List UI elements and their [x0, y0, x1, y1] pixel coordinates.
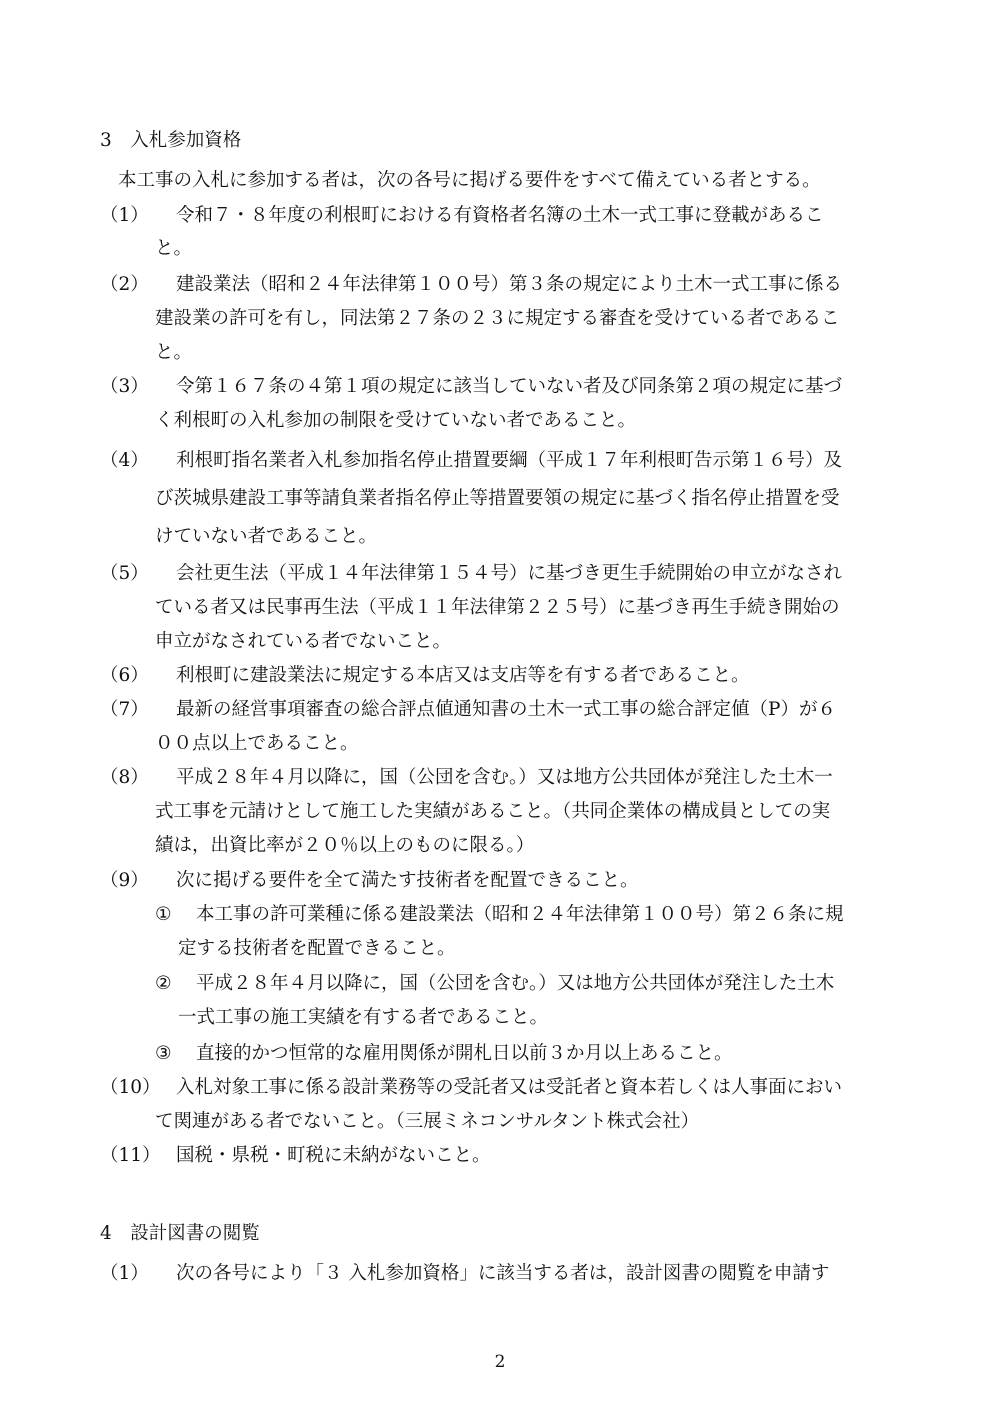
- item-5-mark: （5）: [100, 563, 149, 584]
- section-4-heading: 4 設計図書の閲覧: [100, 1223, 260, 1244]
- page-number: 2: [494, 1352, 506, 1372]
- item-5-line-2: ている者又は民事再生法（平成１１年法律第２２５号）に基づき再生手続き開始の: [155, 597, 840, 618]
- item-10-line-1: 入札対象工事に係る設計業務等の受託者又は受託者と資本若しくは人事面におい: [176, 1077, 843, 1098]
- subitem-1-mark: ①: [155, 904, 172, 925]
- item-3-mark: （3）: [100, 376, 149, 397]
- item-1-line-2: と。: [155, 238, 193, 259]
- item-8-line-3: 績は，出資比率が２０％以上のものに限る。）: [155, 835, 535, 856]
- item-2-line-3: と。: [155, 342, 193, 363]
- item-3-line-2: く利根町の入札参加の制限を受けていない者であること。: [155, 410, 637, 431]
- section-3-heading: 3 入札参加資格: [100, 130, 242, 151]
- item-4-mark: （4）: [100, 450, 149, 471]
- item-11-line-1: 国税・県税・町税に未納がないこと。: [176, 1145, 491, 1166]
- item-2-line-2: 建設業の許可を有し，同法第２７条の２３に規定する審査を受けている者であるこ: [155, 308, 840, 329]
- item-10-mark: （10）: [100, 1077, 161, 1098]
- item-5-line-1: 会社更生法（平成１４年法律第１５４号）に基づき更生手続開始の申立がなされ: [176, 563, 843, 584]
- item-9-line-1: 次に掲げる要件を全て満たす技術者を配置できること。: [176, 870, 639, 891]
- section-4-item-1-line-1: 次の各号により「３ 入札参加資格」に該当する者は，設計図書の閲覧を申請す: [176, 1263, 830, 1284]
- subitem-3-mark: ③: [155, 1043, 172, 1064]
- item-8-mark: （8）: [100, 767, 149, 788]
- subitem-3-line-1: 直接的かつ恒常的な雇用関係が開札日以前３か月以上あること。: [196, 1043, 733, 1064]
- subitem-2-line-1: 平成２８年４月以降に，国（公団を含む。）又は地方公共団体が発注した土木: [196, 973, 835, 994]
- item-1-line-1: 令和７・８年度の利根町における有資格者名簿の土木一式工事に登載があるこ: [176, 205, 824, 226]
- item-1-mark: （1）: [100, 205, 149, 226]
- item-4-line-2: び茨城県建設工事等請負業者指名停止等措置要領の規定に基づく指名停止措置を受: [155, 488, 840, 509]
- item-7-line-2: ００点以上であること。: [155, 733, 359, 754]
- item-4-line-1: 利根町指名業者入札参加指名停止措置要綱（平成１７年利根町告示第１６号）及: [176, 450, 843, 471]
- item-3-line-1: 令第１６７条の４第１項の規定に該当していない者及び同条第２項の規定に基づ: [176, 376, 843, 397]
- subitem-1-line-2: 定する技術者を配置できること。: [178, 938, 456, 959]
- item-5-line-3: 申立がなされている者でないこと。: [155, 631, 452, 652]
- item-7-line-1: 最新の経営事項審査の総合評点値通知書の土木一式工事の総合評定値（P）が６: [176, 699, 836, 720]
- subitem-1-line-1: 本工事の許可業種に係る建設業法（昭和２４年法律第１００号）第２６条に規: [196, 904, 844, 925]
- item-2-line-1: 建設業法（昭和２４年法律第１００号）第３条の規定により土木一式工事に係る: [176, 274, 843, 295]
- item-6-mark: （6）: [100, 665, 149, 686]
- section-4-item-1-mark: （1）: [100, 1263, 149, 1284]
- item-8-line-2: 式工事を元請けとして施工した実績があること。（共同企業体の構成員としての実: [155, 801, 831, 822]
- item-6-line-1: 利根町に建設業法に規定する本店又は支店等を有する者であること。: [176, 665, 750, 686]
- item-7-mark: （7）: [100, 699, 149, 720]
- subitem-2-line-2: 一式工事の施工実績を有する者であること。: [178, 1007, 549, 1028]
- item-10-line-2: て関連がある者でないこと。（三展ミネコンサルタント株式会社）: [155, 1111, 700, 1132]
- item-9-mark: （9）: [100, 870, 149, 891]
- item-4-line-3: けていない者であること。: [155, 526, 378, 547]
- item-8-line-1: 平成２８年４月以降に，国（公団を含む。）又は地方公共団体が発注した土木一: [176, 767, 833, 788]
- item-11-mark: （11）: [100, 1145, 161, 1166]
- item-2-mark: （2）: [100, 274, 149, 295]
- subitem-2-mark: ②: [155, 973, 172, 994]
- section-3-intro: 本工事の入札に参加する者は，次の各号に掲げる要件をすべて備えている者とする。: [118, 170, 821, 191]
